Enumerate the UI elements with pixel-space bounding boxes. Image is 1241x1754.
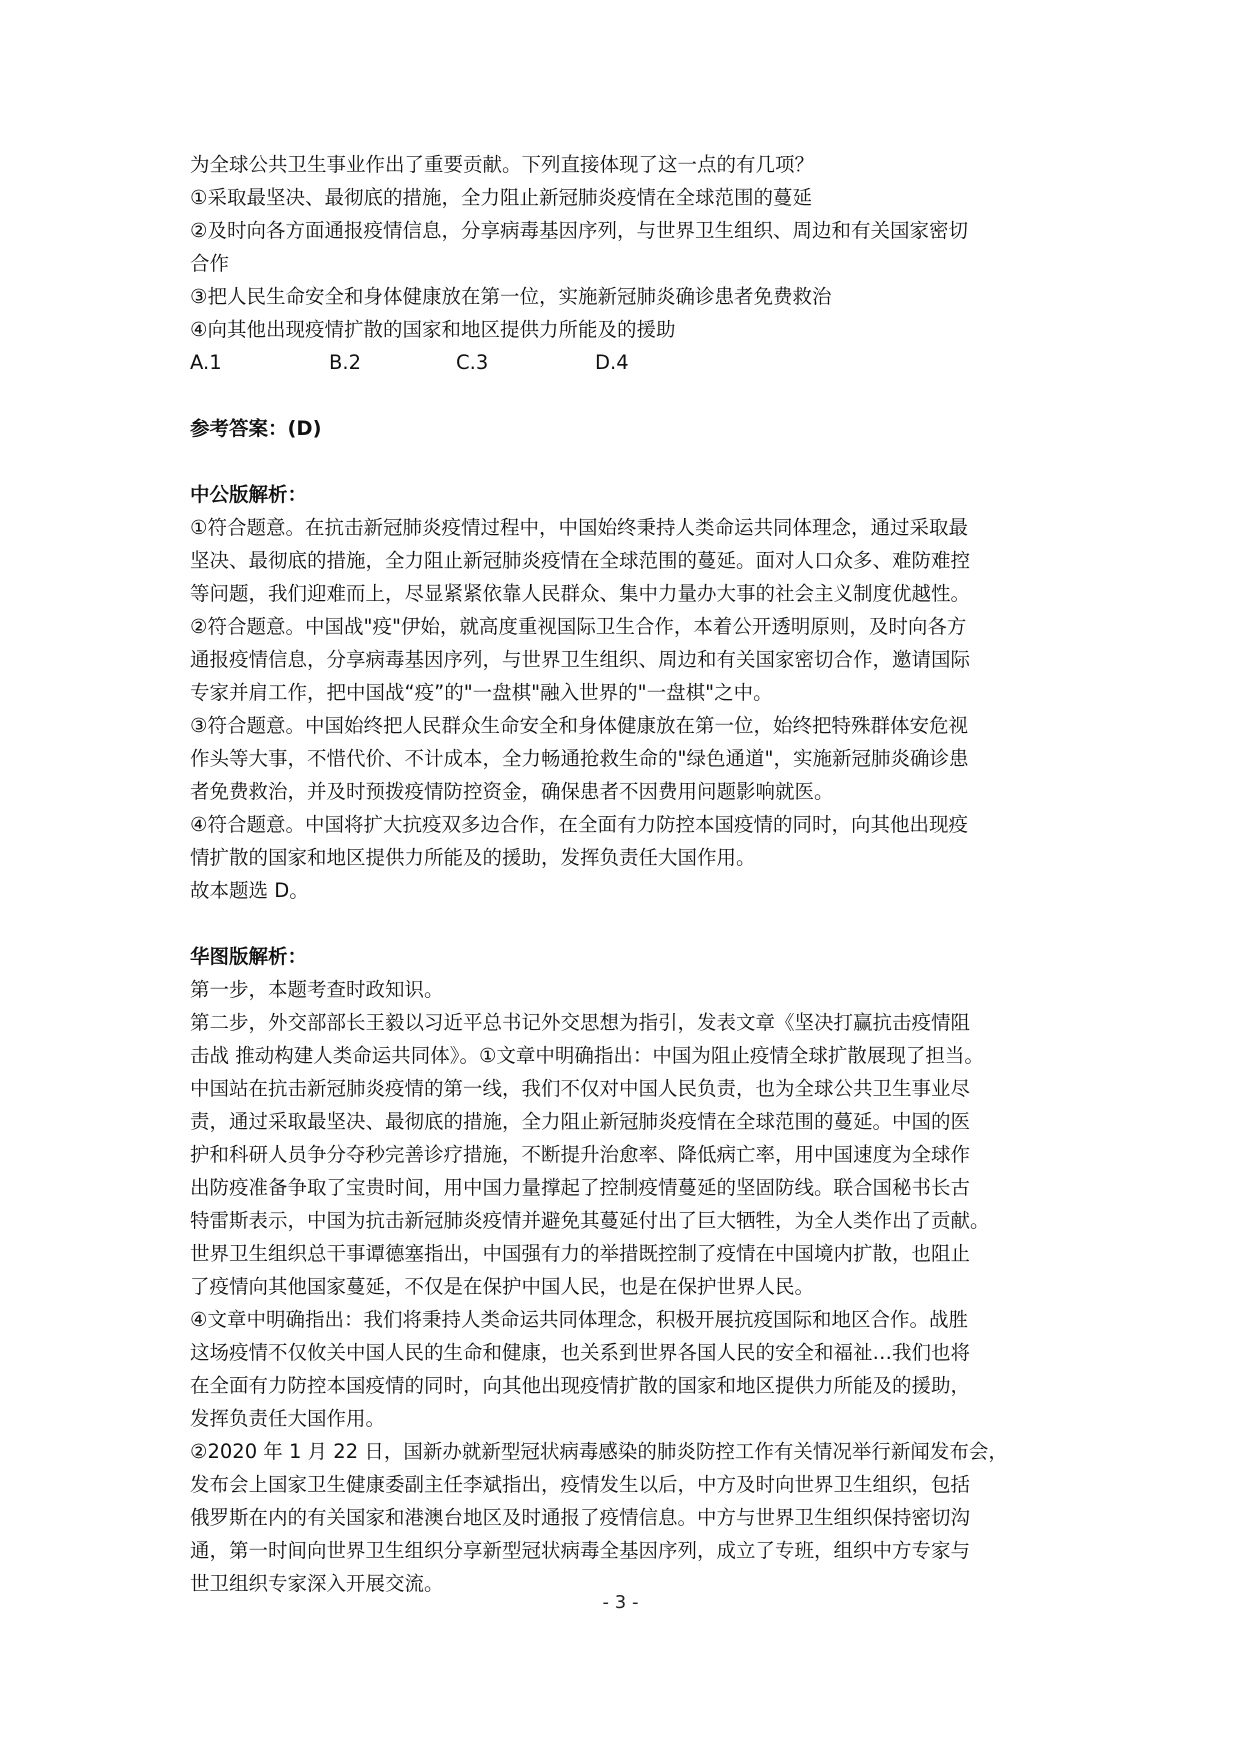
- zhonggong-p1-line: 坚决、最彻底的措施，全力阻止新冠肺炎疫情在全球范围的蔓延。面对人口众多、难防难控: [190, 549, 971, 572]
- reference-answer: 参考答案：(D): [190, 417, 322, 440]
- option-b: B.2: [329, 351, 361, 374]
- page-number: - 3 -: [602, 1592, 639, 1613]
- statement-2-continued: 合作: [190, 252, 230, 275]
- huatu-p2-line: 发布会上国家卫生健康委副主任李斌指出，疫情发生以后，中方及时向世界卫生组织，包括: [190, 1473, 971, 1496]
- huatu-p4-line: 这场疫情不仅攸关中国人民的生命和健康，也关系到世界各国人民的安全和福祉…我们也将: [190, 1341, 971, 1364]
- option-c: C.3: [456, 351, 489, 374]
- statement-3: ③把人民生命安全和身体健康放在第一位，实施新冠肺炎确诊患者免费救治: [190, 285, 832, 308]
- zhonggong-p1-line: 等问题，我们迎难而上，尽显紧紧依靠人民群众、集中力量办大事的社会主义制度优越性。: [190, 582, 971, 605]
- huatu-title: 华图版解析：: [190, 945, 308, 968]
- zhonggong-p3-line: 者免费救治，并及时预拨疫情防控资金，确保患者不因费用问题影响就医。: [190, 780, 834, 803]
- option-a: A.1: [190, 351, 222, 374]
- huatu-step2-line: 世界卫生组织总干事谭德塞指出，中国强有力的举措既控制了疫情在中国境内扩散，也阻止: [190, 1242, 971, 1265]
- huatu-p4-line: 发挥负责任大国作用。: [190, 1407, 386, 1430]
- zhonggong-p4-line: 情扩散的国家和地区提供力所能及的援助，发挥负责任大国作用。: [190, 846, 756, 869]
- option-d: D.4: [595, 351, 629, 374]
- huatu-step2-line: 了疫情向其他国家蔓延，不仅是在保护中国人民，也是在保护世界人民。: [190, 1275, 815, 1298]
- huatu-p2-line: ②2020 年 1 月 22 日，国新办就新型冠状病毒感染的肺炎防控工作有关情况举行新闻发布会，: [190, 1440, 1008, 1463]
- spacer: [190, 379, 1062, 412]
- huatu-step1: 第一步，本题考查时政知识。: [190, 978, 444, 1001]
- page-content: [190, 148, 1062, 1600]
- huatu-step2-line: 中国站在抗击新冠肺炎疫情的第一线，我们不仅对中国人民负责，也为全球公共卫生事业尽: [190, 1077, 971, 1100]
- zhonggong-p3-line: 作头等大事，不惜代价、不计成本，全力畅通抢救生命的"绿色通道"，实施新冠肺炎确诊患: [190, 747, 969, 770]
- huatu-step2-line: 特雷斯表示，中国为抗击新冠肺炎疫情并避免其蔓延付出了巨大牺牲，为全人类作出了贡献。: [190, 1209, 990, 1232]
- huatu-p4-line: 在全面有力防控本国疫情的同时，向其他出现疫情扩散的国家和地区提供力所能及的援助，: [190, 1374, 971, 1397]
- huatu-p2-line: 通，第一时间向世界卫生组织分享新型冠状病毒全基因序列，成立了专班，组织中方专家与: [190, 1539, 971, 1562]
- statement-4: ④向其他出现疫情扩散的国家和地区提供力所能及的援助: [190, 318, 676, 341]
- huatu-p2-line: 世卫组织专家深入开展交流。: [190, 1572, 444, 1595]
- zhonggong-p2-line: ②符合题意。中国战"疫"伊始，就高度重视国际卫生合作，本着公开透明原则，及时向各方: [190, 615, 967, 638]
- zhonggong-analysis: [190, 478, 1062, 907]
- zhonggong-p1-line: ①符合题意。在抗击新冠肺炎疫情过程中，中国始终秉持人类命运共同体理念，通过采取最: [190, 516, 968, 539]
- zhonggong-title: 中公版解析：: [190, 483, 308, 506]
- zhonggong-p2-line: 专家并肩工作，把中国战“疫”的"一盘棋"融入世界的"一盘棋"之中。: [190, 681, 773, 704]
- huatu-step2-line: 护和科研人员争分夺秒完善诊疗措施，不断提升治愈率、降低病亡率，用中国速度为全球作: [190, 1143, 971, 1166]
- zhonggong-conclusion: 故本题选 D。: [190, 879, 309, 902]
- answer-options: [190, 346, 1062, 379]
- zhonggong-p2-line: 通报疫情信息，分享病毒基因序列，与世界卫生组织、周边和有关国家密切合作，邀请国际: [190, 648, 971, 671]
- spacer: [190, 445, 1062, 478]
- question-stem: 为全球公共卫生事业作出了重要贡献。下列直接体现了这一点的有几项？: [190, 153, 815, 176]
- huatu-p2-line: 俄罗斯在内的有关国家和港澳台地区及时通报了疫情信息。中方与世界卫生组织保持密切沟: [190, 1506, 971, 1529]
- huatu-p4-line: ④文章中明确指出：我们将秉持人类命运共同体理念，积极开展抗疫国际和地区合作。战胜: [190, 1308, 968, 1331]
- huatu-step2-line: 责，通过采取最坚决、最彻底的措施，全力阻止新冠肺炎疫情在全球范围的蔓延。中国的医: [190, 1110, 971, 1133]
- statement-2: ②及时向各方面通报疫情信息，分享病毒基因序列，与世界卫生组织、周边和有关国家密切: [190, 219, 968, 242]
- huatu-step2-line: 出防疫准备争取了宝贵时间，用中国力量撑起了控制疫情蔓延的坚固防线。联合国秘书长古: [190, 1176, 971, 1199]
- zhonggong-p4-line: ④符合题意。中国将扩大抗疫双多边合作，在全面有力防控本国疫情的同时，向其他出现疫: [190, 813, 968, 836]
- statement-1: ①采取最坚决、最彻底的措施，全力阻止新冠肺炎疫情在全球范围的蔓延: [190, 186, 812, 209]
- spacer: [190, 907, 1062, 940]
- question-block: [190, 148, 1062, 379]
- huatu-analysis: [190, 940, 1062, 1600]
- huatu-step2-line: 击战 推动构建人类命运共同体》。①文章中明确指出：中国为阻止疫情全球扩散展现了担当。: [190, 1044, 984, 1067]
- zhonggong-p3-line: ③符合题意。中国始终把人民群众生命安全和身体健康放在第一位，始终把特殊群体安危视: [190, 714, 968, 737]
- huatu-step2-line: 第二步，外交部部长王毅以习近平总书记外交思想为指引，发表文章《坚决打赢抗击疫情阻: [190, 1011, 971, 1034]
